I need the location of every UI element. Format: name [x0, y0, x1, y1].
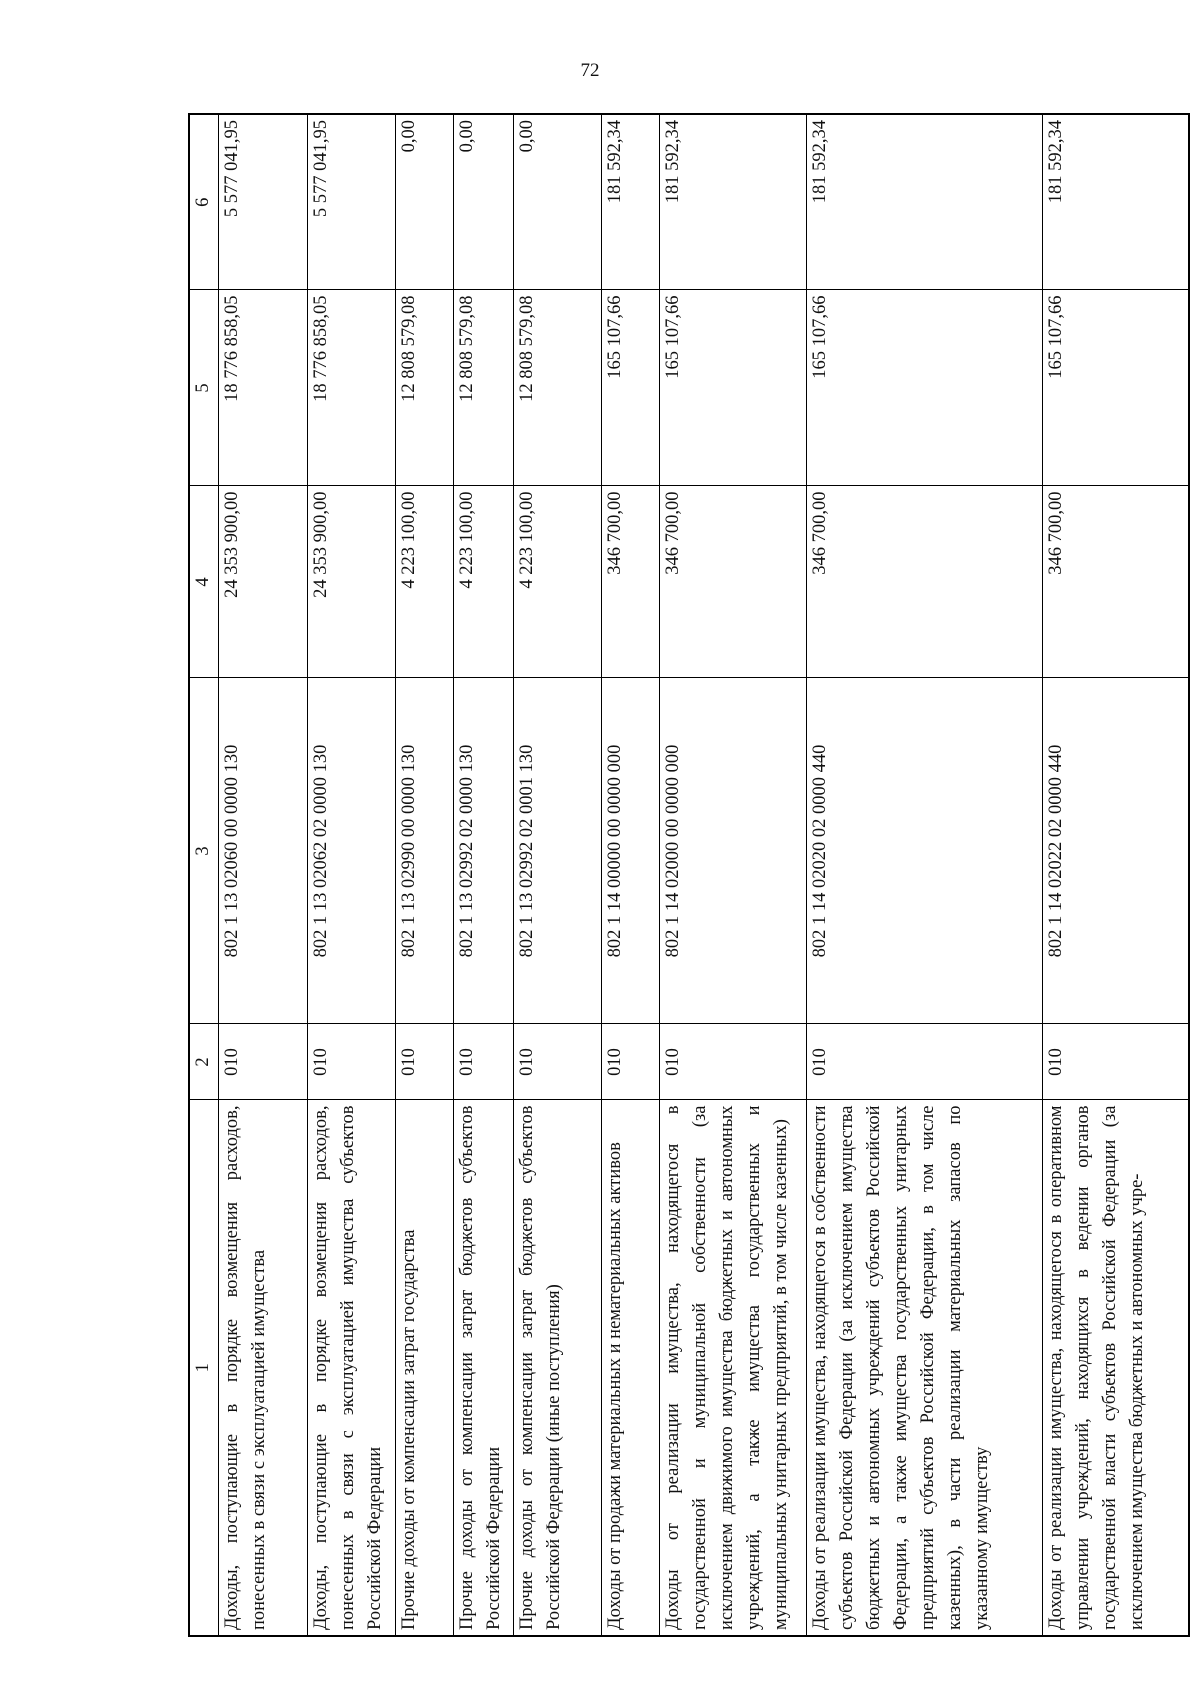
row-budget-code: 802 1 14 02000 00 0000 000: [660, 678, 807, 1024]
column-header: 5: [189, 290, 219, 486]
table-row: [396, 114, 454, 1636]
row-budget-code: 802 1 14 00000 00 0000 000: [602, 678, 660, 1024]
row-unexecuted: 0,00: [396, 114, 454, 290]
row-executed: 165 107,66: [807, 290, 1042, 486]
row-approved: 4 223 100,00: [513, 486, 602, 678]
column-header: 1: [189, 1100, 219, 1636]
row-approved: 346 700,00: [1042, 486, 1189, 678]
column-header: 2: [189, 1024, 219, 1100]
column-header: 4: [189, 486, 219, 678]
row-approved: 346 700,00: [602, 486, 660, 678]
table-row: [660, 114, 807, 1636]
row-description: Доходы от реализации имущества, находящегося в государственной и муниципальной собственности (за исключением движимого имущества бюджетных и автономных учреждений, а также имущества государственных и муниципальных унитарных предприятий, в том числе казенных): [660, 1100, 807, 1636]
row-line-code: 010: [660, 1024, 807, 1100]
row-line-code: 010: [513, 1024, 602, 1100]
row-line-code: 010: [307, 1024, 396, 1100]
row-executed: 12 808 579,08: [513, 290, 602, 486]
row-unexecuted: 181 592,34: [1042, 114, 1189, 290]
revenue-table: [188, 113, 1190, 1637]
row-executed: 165 107,66: [1042, 290, 1189, 486]
row-executed: 12 808 579,08: [454, 290, 513, 486]
row-budget-code: 802 1 13 02062 02 0000 130: [307, 678, 396, 1024]
row-description: Доходы от продажи материальных и нематериальных активов: [602, 1100, 660, 1636]
row-budget-code: 802 1 13 02992 02 0000 130: [454, 678, 513, 1024]
row-description: Прочие доходы от компенсации затрат государства: [396, 1100, 454, 1636]
row-unexecuted: 181 592,34: [602, 114, 660, 290]
row-budget-code: 802 1 13 02992 02 0001 130: [513, 678, 602, 1024]
row-line-code: 010: [1042, 1024, 1189, 1100]
table-row: [807, 114, 1042, 1636]
row-unexecuted: 5 577 041,95: [307, 114, 396, 290]
row-executed: 165 107,66: [602, 290, 660, 486]
row-executed: 18 776 858,05: [219, 290, 308, 486]
row-approved: 4 223 100,00: [454, 486, 513, 678]
row-approved: 24 353 900,00: [307, 486, 396, 678]
row-executed: 12 808 579,08: [396, 290, 454, 486]
row-unexecuted: 181 592,34: [807, 114, 1042, 290]
row-approved: 346 700,00: [807, 486, 1042, 678]
table-row: [307, 114, 396, 1636]
header-row: [189, 114, 219, 1636]
row-line-code: 010: [807, 1024, 1042, 1100]
row-approved: 346 700,00: [660, 486, 807, 678]
table-row: [1042, 114, 1189, 1636]
row-budget-code: 802 1 13 02990 00 0000 130: [396, 678, 454, 1024]
row-description: Доходы, поступающие в порядке возмещения расходов, понесенных в связи с эксплуатацией имущества: [219, 1100, 308, 1636]
row-budget-code: 802 1 14 02020 02 0000 440: [807, 678, 1042, 1024]
table-row: [454, 114, 513, 1636]
rotated-table-container: [188, 115, 1190, 1637]
table-row: [602, 114, 660, 1636]
page-number: 72: [580, 60, 600, 81]
row-description: Прочие доходы от компенсации затрат бюджетов субъектов Российской Федерации (иные поступления): [513, 1100, 602, 1636]
row-line-code: 010: [602, 1024, 660, 1100]
row-description: Прочие доходы от компенсации затрат бюджетов субъектов Российской Федерации: [454, 1100, 513, 1636]
row-budget-code: 802 1 14 02022 02 0000 440: [1042, 678, 1189, 1024]
row-unexecuted: 0,00: [513, 114, 602, 290]
row-executed: 165 107,66: [660, 290, 807, 486]
row-line-code: 010: [454, 1024, 513, 1100]
row-unexecuted: 181 592,34: [660, 114, 807, 290]
row-description: Доходы от реализации имущества, находящегося в собственности субъектов Российской Федерации (за исключением имущества бюджетных и автономных учреждений субъектов Российской Федерации, а также имущества государственных унитарных предприятий субъектов Российской Федерации, в том числе казенных), в части реализации материальных запасов по указанному имуществу: [807, 1100, 1042, 1636]
row-unexecuted: 0,00: [454, 114, 513, 290]
row-line-code: 010: [396, 1024, 454, 1100]
column-header: 3: [189, 678, 219, 1024]
row-description: Доходы от реализации имущества, находящегося в оперативном управлении учреждений, находящихся в ведении органов государственной власти субъектов Российской Федерации (за исключением имущества бюджетных и автономных учре-: [1042, 1100, 1189, 1636]
row-budget-code: 802 1 13 02060 00 0000 130: [219, 678, 308, 1024]
row-unexecuted: 5 577 041,95: [219, 114, 308, 290]
table-row: [513, 114, 602, 1636]
row-approved: 4 223 100,00: [396, 486, 454, 678]
table-row: [219, 114, 308, 1636]
row-line-code: 010: [219, 1024, 308, 1100]
row-executed: 18 776 858,05: [307, 290, 396, 486]
row-description: Доходы, поступающие в порядке возмещения расходов, понесенных в связи с эксплуатацией имущества субъектов Российской Федерации: [307, 1100, 396, 1636]
row-approved: 24 353 900,00: [219, 486, 308, 678]
column-header: 6: [189, 114, 219, 290]
